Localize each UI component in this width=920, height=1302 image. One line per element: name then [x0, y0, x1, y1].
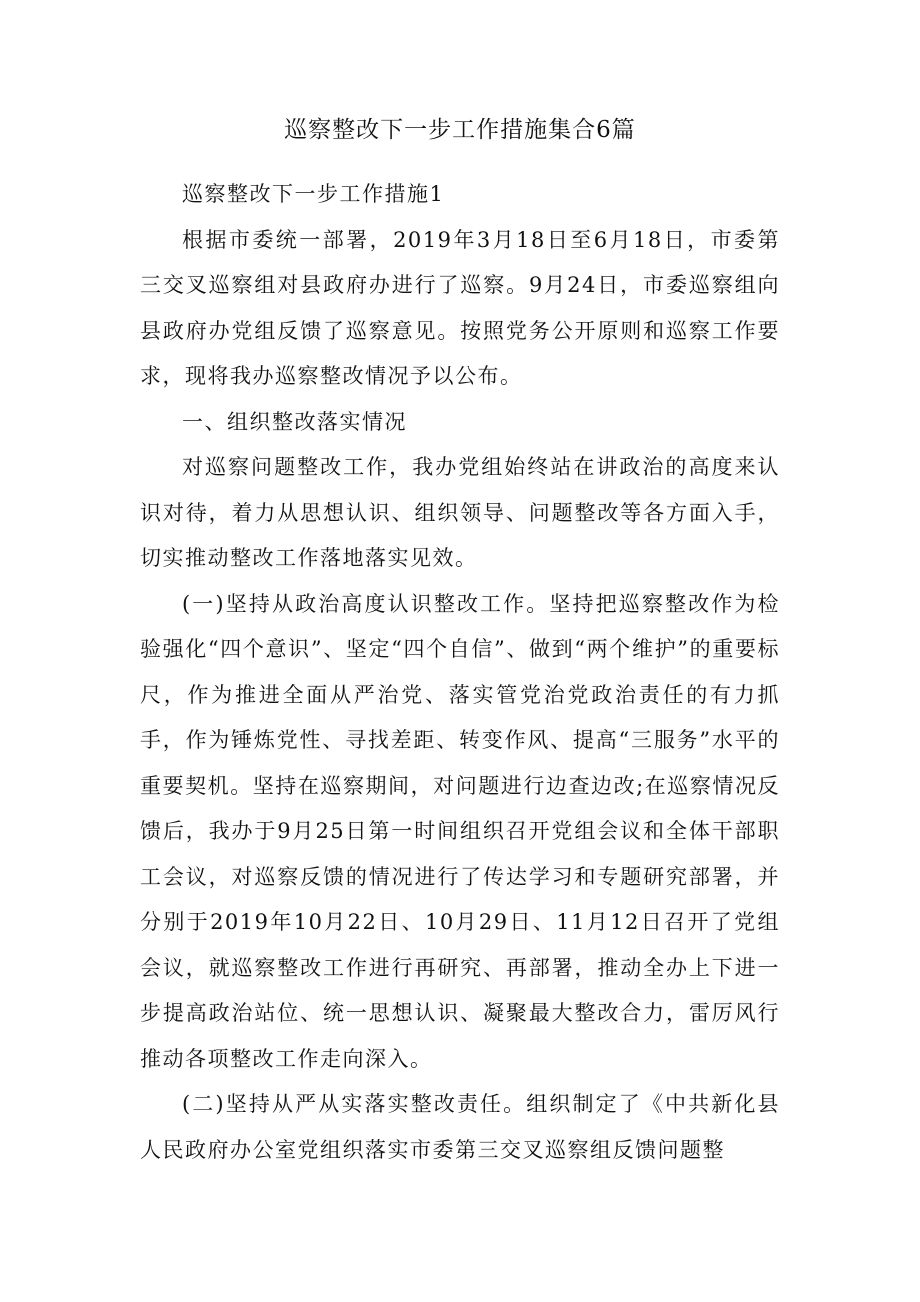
paragraph: (一)坚持从政治高度认识整改工作。坚持把巡察整改作为检验强化“四个意识”、坚定“四个自信”、做到“两个维护”的重要标尺，作为推进全面从严治党、落实管党治党政治责任的有力抓手，作为锤炼党性、寻找差距、转变作风、提高“三服务”水平的重要契机。坚持在巡察期间，对问题进行边查边改;在巡察情况反馈后，我办于9月25日第一时间组织召开党组会议和全体干部职工会议，对巡察反馈的情况进行了传达学习和专题研究部署，并分别于2019年10月22日、10月29日、11月12日召开了党组会议，就巡察整改工作进行再研究、再部署，推动全办上下进一步提高政治站位、统一思想认识、凝聚最大整改合力，雷厉风行推动各项整改工作走向深入。 — [140, 591, 780, 1071]
document-title: 巡察整改下一步工作措施集合6篇 — [284, 117, 636, 143]
paragraph: 对巡察问题整改工作，我办党组始终站在讲政治的高度来认识对待，着力从思想认识、组织领导、问题整改等各方面入手，切实推动整改工作落地落实见效。 — [140, 455, 780, 570]
section-heading: 巡察整改下一步工作措施1 — [182, 182, 445, 206]
document-body — [140, 172, 780, 1173]
paragraph: (二)坚持从严从实落实整改责任。组织制定了《中共新化县人民政府办公室党组织落实市委第三交叉巡察组反馈问题整 — [140, 1092, 780, 1162]
paragraph: 根据市委统一部署，2019年3月18日至6月18日，市委第三交叉巡察组对县政府办进行了巡察。9月24日，市委巡察组向县政府办党组反馈了巡察意见。按照党务公开原则和巡察工作要求，现将我办巡察整改情况予以公布。 — [140, 227, 780, 388]
section-heading: 一、组织整改落实情况 — [182, 409, 407, 434]
